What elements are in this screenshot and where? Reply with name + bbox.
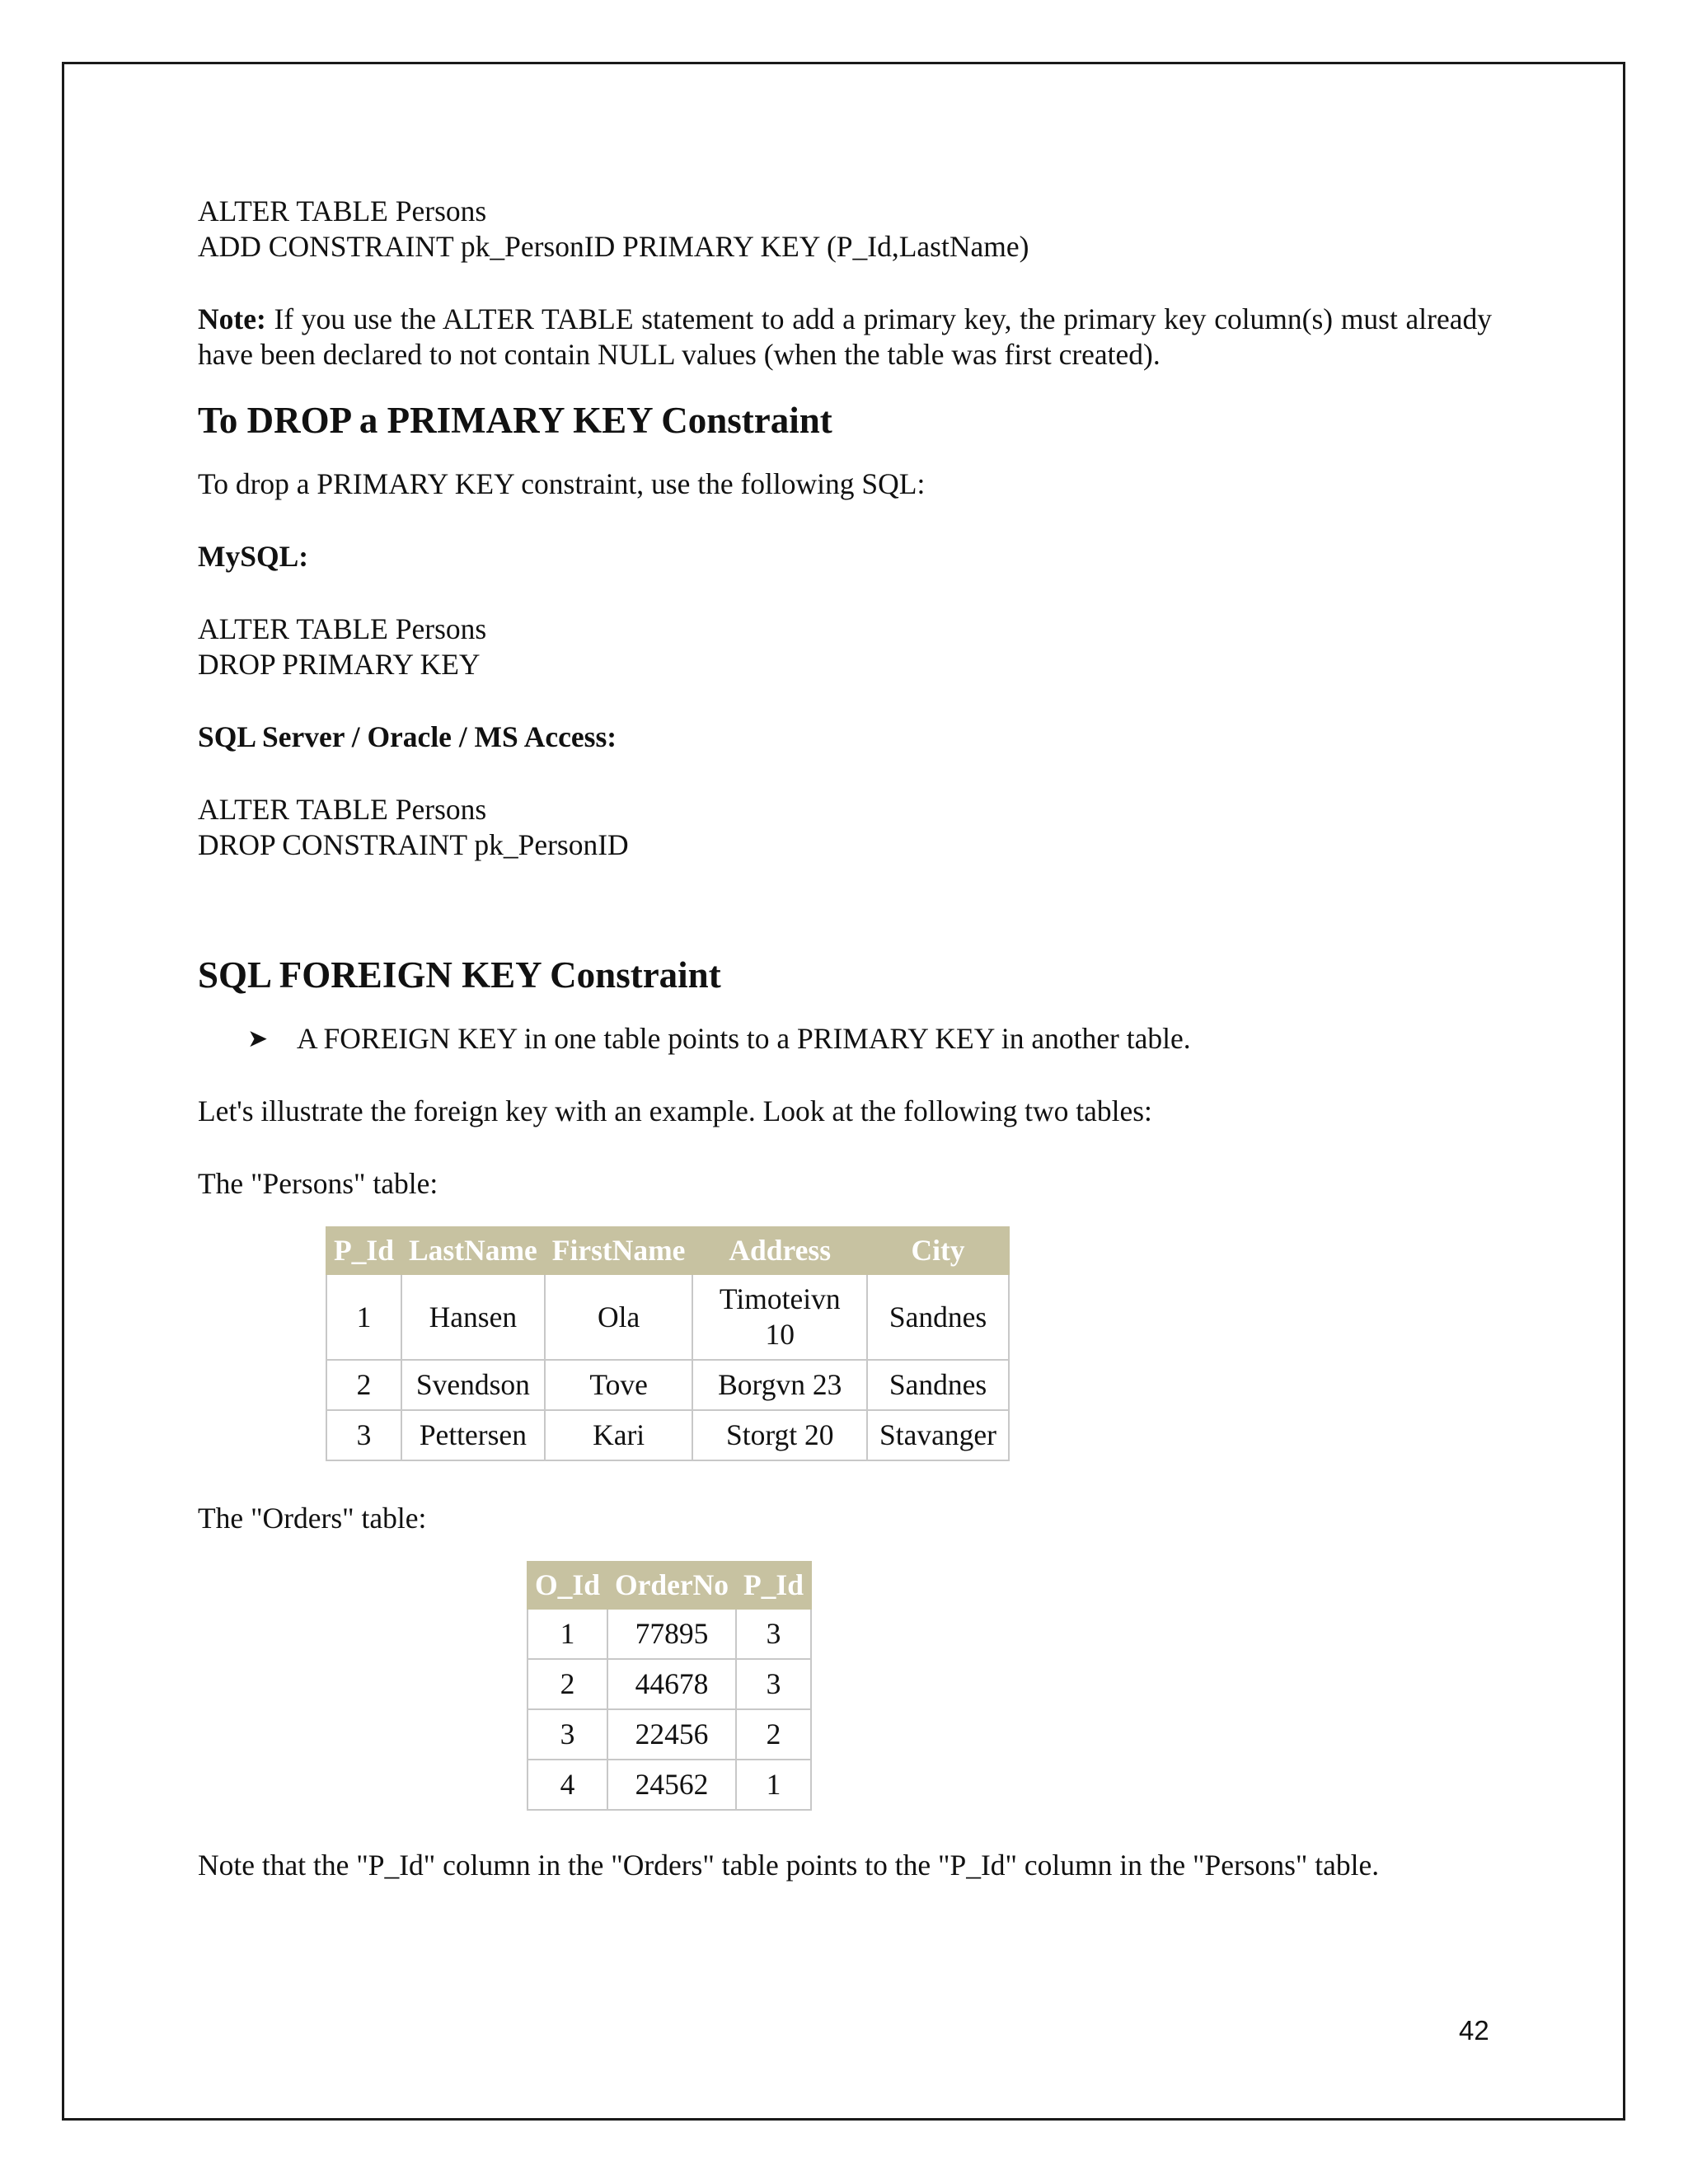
column-header: LastName xyxy=(401,1227,545,1274)
illustrate-text: Let's illustrate the foreign key with an example. Look at the following two tables: xyxy=(198,1094,1152,1127)
table-cell: 24562 xyxy=(607,1760,736,1810)
table-row xyxy=(528,1659,811,1709)
drop-intro: To drop a PRIMARY KEY constraint, use the following SQL: xyxy=(198,467,926,500)
arrow-bullet-icon: ➤ xyxy=(247,1025,269,1052)
persons-table xyxy=(326,1226,1010,1461)
table-header-row xyxy=(326,1227,1009,1274)
table-cell: Ola xyxy=(545,1274,693,1360)
table-cell: Borgvn 23 xyxy=(692,1360,867,1410)
table-cell: Timoteivn 10 xyxy=(692,1274,867,1360)
bullet-item xyxy=(198,1021,1492,1057)
table-cell: Sandnes xyxy=(867,1360,1009,1410)
code-line: ALTER TABLE Persons xyxy=(198,612,487,645)
table-cell: Svendson xyxy=(401,1360,545,1410)
table-cell: Tove xyxy=(545,1360,693,1410)
table-row xyxy=(528,1709,811,1760)
code-line: ALTER TABLE Persons xyxy=(198,793,487,826)
sqlserver-label: SQL Server / Oracle / MS Access: xyxy=(198,720,617,753)
table-cell: 1 xyxy=(736,1760,811,1810)
drop-pk-heading: To DROP a PRIMARY KEY Constraint xyxy=(198,400,832,441)
table-row xyxy=(326,1274,1009,1360)
table-cell: 4 xyxy=(528,1760,607,1810)
table-cell: 3 xyxy=(736,1659,811,1709)
table-row xyxy=(326,1410,1009,1460)
closing-note: Note that the "P_Id" column in the "Orders" table points to the "P_Id" column in the "Persons" table. xyxy=(198,1849,1380,1882)
note-paragraph xyxy=(198,302,1492,373)
table-cell: 2 xyxy=(736,1709,811,1760)
column-header: OrderNo xyxy=(607,1562,736,1609)
table-cell: 2 xyxy=(528,1659,607,1709)
code-line: ADD CONSTRAINT pk_PersonID PRIMARY KEY (P_Id,LastName) xyxy=(198,230,1029,263)
table-cell: Stavanger xyxy=(867,1410,1009,1460)
fk-heading: SQL FOREIGN KEY Constraint xyxy=(198,954,721,996)
table-cell: 1 xyxy=(326,1274,401,1360)
orders-caption: The "Orders" table: xyxy=(198,1502,427,1535)
table-row xyxy=(528,1760,811,1810)
table-cell: 3 xyxy=(528,1709,607,1760)
orders-table xyxy=(527,1561,812,1811)
column-header: FirstName xyxy=(545,1227,693,1274)
note-label: Note: xyxy=(198,302,266,335)
table-cell: 3 xyxy=(736,1609,811,1659)
table-header-row xyxy=(528,1562,811,1609)
column-header: City xyxy=(867,1227,1009,1274)
code-line: ALTER TABLE Persons xyxy=(198,194,487,227)
note-text: If you use the ALTER TABLE statement to add a primary key, the primary key column(s) must already have been declared to not contain NULL values (when the table was first created). xyxy=(198,302,1492,371)
orders-table-wrap xyxy=(525,1561,814,1811)
table-cell: 1 xyxy=(528,1609,607,1659)
table-row xyxy=(528,1609,811,1659)
bullet-text: A FOREIGN KEY in one table points to a PRIMARY KEY in another table. xyxy=(297,1022,1191,1055)
table-cell: Sandnes xyxy=(867,1274,1009,1360)
table-row xyxy=(326,1360,1009,1410)
column-header: P_Id xyxy=(326,1227,401,1274)
table-cell: 77895 xyxy=(607,1609,736,1659)
table-cell: 22456 xyxy=(607,1709,736,1760)
code-line: DROP CONSTRAINT pk_PersonID xyxy=(198,828,629,861)
page-number: 42 xyxy=(1459,2015,1489,2046)
table-cell: 3 xyxy=(326,1410,401,1460)
table-cell: Pettersen xyxy=(401,1410,545,1460)
table-cell: 2 xyxy=(326,1360,401,1410)
persons-table-wrap xyxy=(326,1226,1010,1461)
column-header: O_Id xyxy=(528,1562,607,1609)
column-header: Address xyxy=(692,1227,867,1274)
table-cell: 44678 xyxy=(607,1659,736,1709)
mysql-label: MySQL: xyxy=(198,540,309,573)
code-line: DROP PRIMARY KEY xyxy=(198,648,481,681)
table-cell: Kari xyxy=(545,1410,693,1460)
persons-caption: The "Persons" table: xyxy=(198,1167,438,1200)
table-cell: Storgt 20 xyxy=(692,1410,867,1460)
table-cell: Hansen xyxy=(401,1274,545,1360)
page-content xyxy=(198,194,1492,1883)
column-header: P_Id xyxy=(736,1562,811,1609)
